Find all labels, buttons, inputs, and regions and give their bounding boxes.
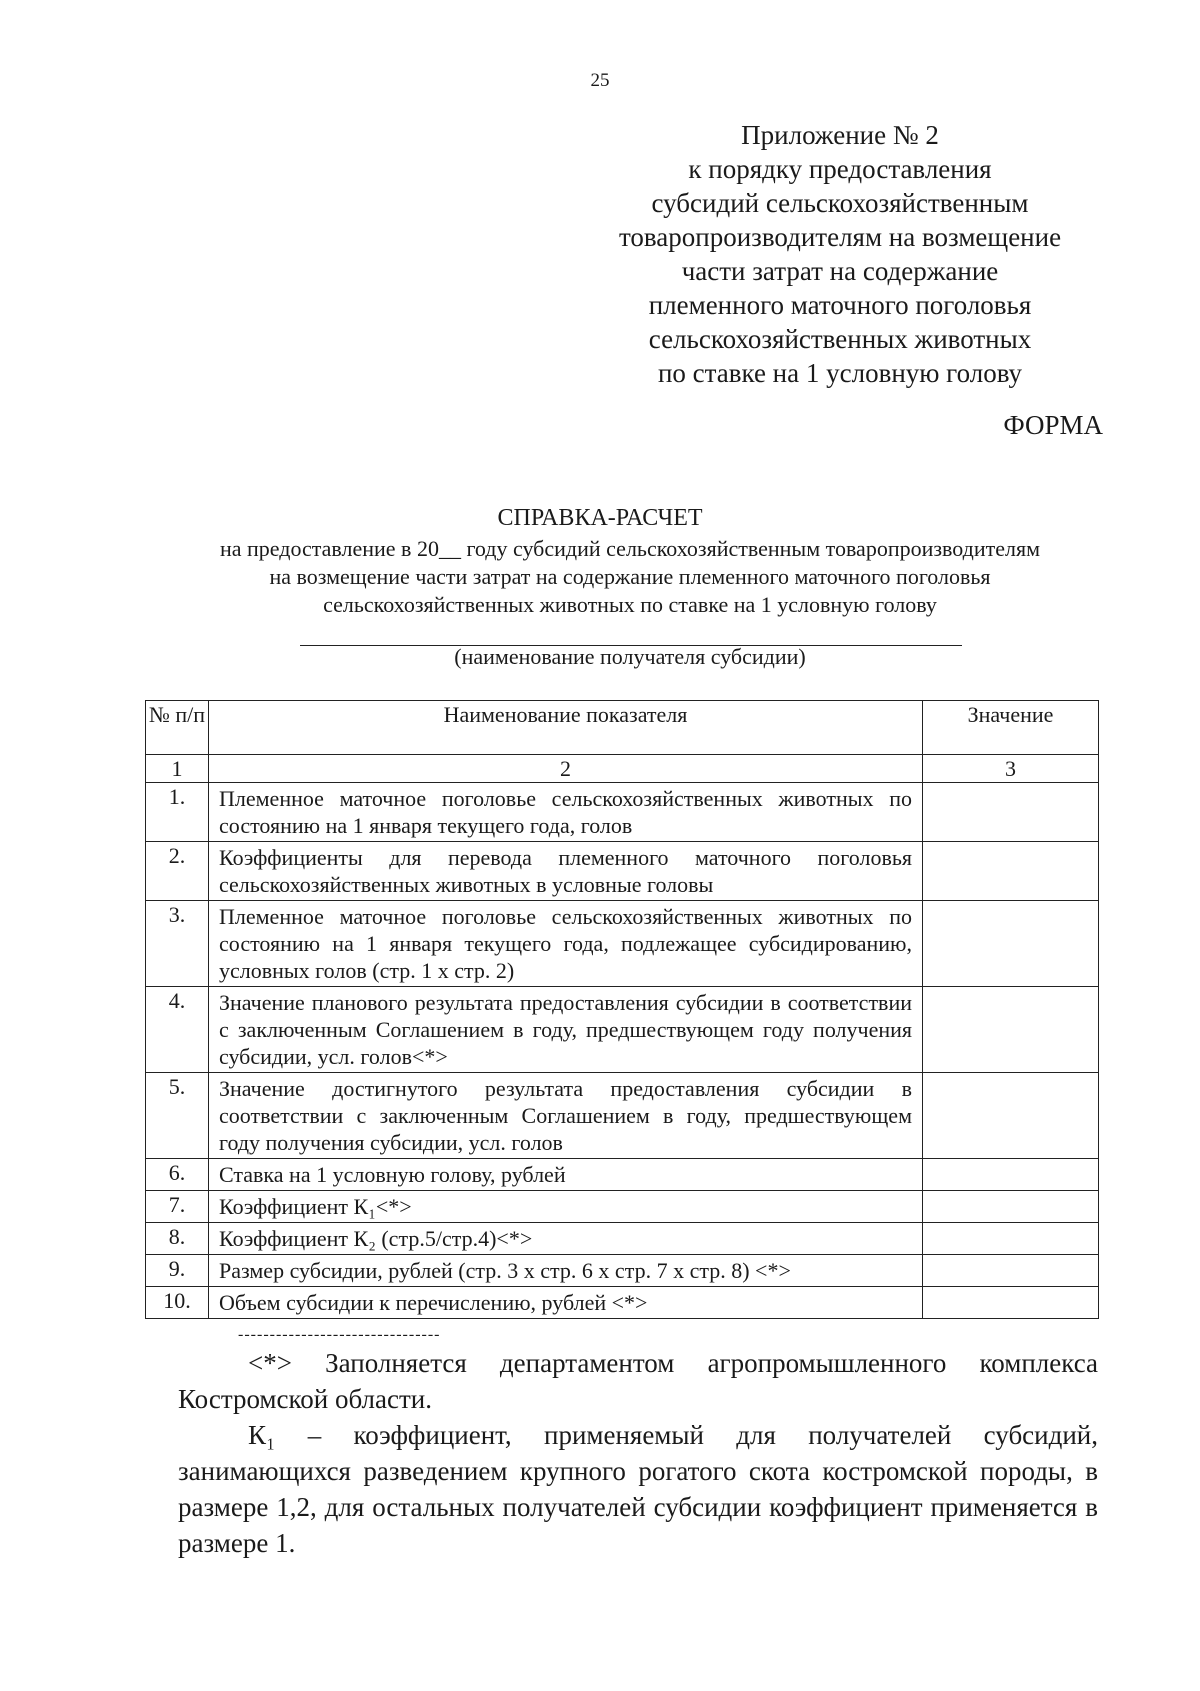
column-number: 3 [923,755,1099,783]
row-indicator-name: Племенное маточное поголовье сельскохозяйственных животных по состоянию на 1 января текущего года, подлежащее субсидированию, условных голов (стр. 1 х стр. 2) [209,901,923,987]
table-row [146,783,1099,842]
row-value-cell[interactable] [923,1223,1099,1255]
table-row [146,901,1099,987]
subtitle-line: на предоставление в 20__ году субсидий сельскохозяйственным товаропроизводителям [219,536,1041,561]
row-number: 8. [146,1223,209,1255]
table-row [146,1255,1099,1287]
column-number-row [146,755,1099,783]
row-number: 1. [146,783,209,842]
appendix-line: субсидий сельскохозяйственным [651,188,1029,218]
row-value-cell[interactable] [923,1255,1099,1287]
column-number: 1 [146,755,209,783]
row-number: 10. [146,1287,209,1319]
table-row [146,1159,1099,1191]
row-indicator-name: Племенное маточное поголовье сельскохозяйственных животных по состоянию на 1 января текущего года, голов [209,783,923,842]
row-indicator-name: Ставка на 1 условную голову, рублей [209,1159,923,1191]
table-row [146,1287,1099,1319]
appendix-line: Приложение № 2 [741,120,939,150]
row-indicator-name: Коэффициенты для перевода племенного маточного поголовья сельскохозяйственных животных в условные головы [209,842,923,901]
subtitle-line: на возмещение части затрат на содержание племенного маточного поголовья [269,564,991,589]
row-value-cell[interactable] [923,901,1099,987]
header-num: № п/п [146,701,209,755]
document-subtitle [150,535,1110,619]
appendix-header [560,118,1120,390]
table-row [146,1073,1099,1159]
form-label: ФОРМА [1003,410,1103,440]
row-number: 2. [146,842,209,901]
row-number: 6. [146,1159,209,1191]
table-row [146,1223,1099,1255]
footnotes [178,1345,1098,1561]
appendix-line: по ставке на 1 условную голову [657,358,1023,388]
table-row [146,1191,1099,1223]
footnote-k1: К₁ – коэффициент, применяемый для получателей субсидий, занимающихся разведением крупного рогатого скота костромской породы, в размере 1,2, для остальных получателей субсидии коэффициент применяется в размере 1. [178,1420,1098,1558]
row-number: 3. [146,901,209,987]
row-indicator-name: Коэффициент К₂ (стр.5/стр.4)<*> [209,1223,923,1255]
table-header-row [146,701,1099,755]
document-title: СПРАВКА-РАСЧЕТ [497,505,703,531]
table-row [146,842,1099,901]
row-number: 4. [146,987,209,1073]
appendix-line: к порядку предоставления [688,154,992,184]
row-value-cell[interactable] [923,1073,1099,1159]
row-indicator-name: Коэффициент К₁<*> [209,1191,923,1223]
row-indicator-name: Размер субсидии, рублей (стр. 3 х стр. 6 х стр. 7 х стр. 8) <*> [209,1255,923,1287]
row-number: 9. [146,1255,209,1287]
row-indicator-name: Объем субсидии к перечислению, рублей <*> [209,1287,923,1319]
row-number: 5. [146,1073,209,1159]
recipient-caption: (наименование получателя субсидии) [454,644,806,669]
table-row [146,987,1099,1073]
row-indicator-name: Значение достигнутого результата предоставления субсидии в соответствии с заключенным Соглашением в году, предшествующем году получения субсидии, усл. голов [209,1073,923,1159]
footnote-divider: -------------------------------- [238,1326,441,1343]
row-value-cell[interactable] [923,842,1099,901]
header-name: Наименование показателя [209,701,923,755]
row-value-cell[interactable] [923,783,1099,842]
footnote-asterisk: <*> Заполняется департаментом агропромышленного комплекса Костромской области. [178,1348,1098,1414]
row-value-cell[interactable] [923,1191,1099,1223]
row-number: 7. [146,1191,209,1223]
row-value-cell[interactable] [923,1159,1099,1191]
appendix-line: товаропроизводителям на возмещение [618,222,1062,252]
page-number: 25 [590,70,610,91]
subtitle-line: сельскохозяйственных животных по ставке на 1 условную голову [323,592,937,617]
indicator-table [145,700,1099,1319]
header-value: Значение [923,701,1099,755]
row-value-cell[interactable] [923,987,1099,1073]
appendix-line: части затрат на содержание [681,256,999,286]
row-indicator-name: Значение планового результата предоставления субсидии в соответствии с заключенным Соглашением в году, предшествующем году получения субсидии, усл. голов<*> [209,987,923,1073]
column-number: 2 [209,755,923,783]
appendix-line: сельскохозяйственных животных [648,324,1032,354]
appendix-line: племенного маточного поголовья [648,290,1032,320]
row-value-cell[interactable] [923,1287,1099,1319]
